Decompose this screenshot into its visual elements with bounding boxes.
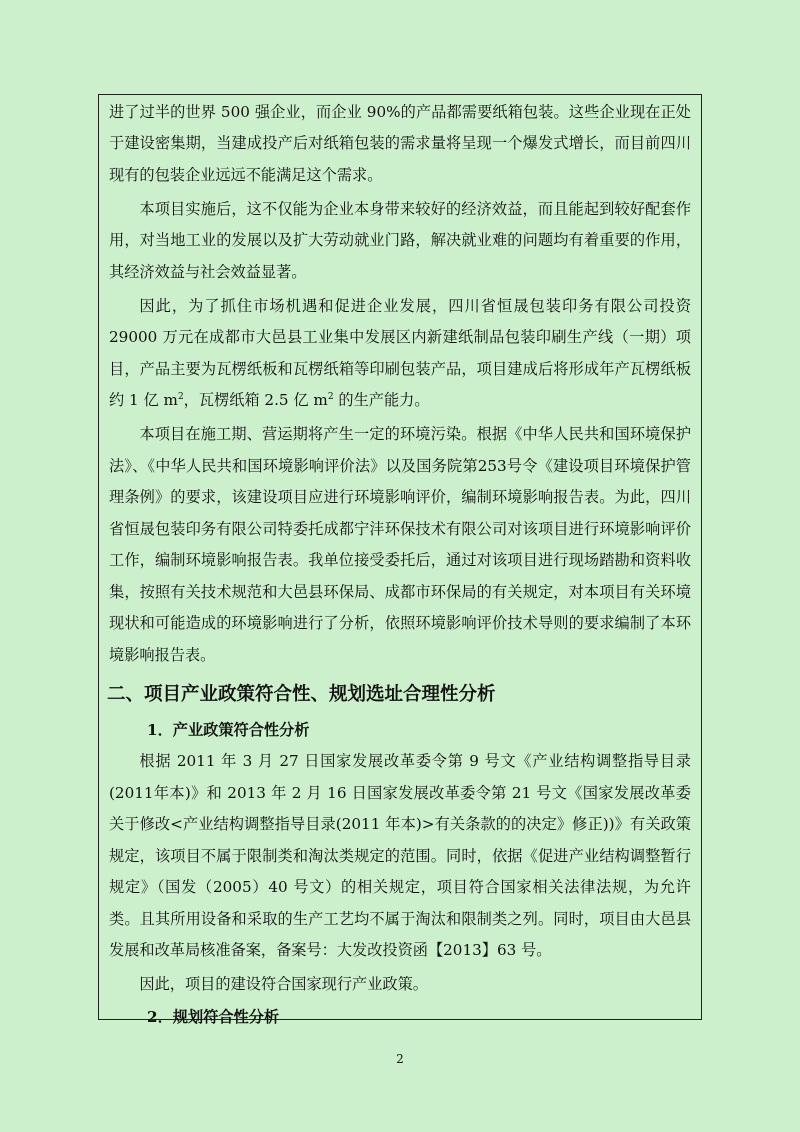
paragraph-3-text-a: 因此，为了抓住市场机遇和促进企业发展，四川省恒晟包装印务有限公司投资 29000 万元在成都市大邑县工业集中发展区内新建纸制品包装印刷生产线（一期）项目，产品主要为瓦楞纸板和瓦楞纸箱等印刷包装产品，项目建成后将形成年产瓦楞纸板约 1 亿 m [109,296,691,409]
subsection-number: 2． [147,1007,173,1026]
page-number: 2 [396,1052,404,1066]
paragraph-3 [109,291,691,417]
superscript-2: 2 [177,392,184,402]
superscript-2: 2 [327,392,334,402]
paragraph-4: 本项目在施工期、营运期将产生一定的环境污染。根据《中华人民共和国环境保护法》、《中华人民共和国环境影响评价法》以及国务院第253号令《建设项目环境保护管理条例》的要求，该建设项目应进行环境影响评价，编制环境影响报告表。为此，四川省恒晟包装印务有限公司特委托成都宁沣环保技术有限公司对该项目进行环境影响评价工作，编制环境影响报告表。我单位接受委托后，通过对该项目进行现场踏勘和资料收集，按照有关技术规范和大邑县环保局、成都市环保局的有关规定，对本项目有关环境现状和可能造成的环境影响进行了分析，依照环境影响评价技术导则的要求编制了本环境影响报告表。 [109,425,691,664]
paragraph-2: 本项目实施后，这不仅能为企业本身带来较好的经济效益，而且能起到较好配套作用，对当地工业的发展以及扩大劳动就业门路，解决就业难的问题均有着重要的作用，其经济效益与社会效益显著。 [109,199,691,281]
subsection-title: 规划符合性分析 [172,1007,280,1026]
paragraph-1: 进了过半的世界 500 强企业，而企业 90%的产品都需要纸箱包装。这些企业现在正处于建设密集期，当建成投产后对纸箱包装的需求量将呈现一个爆发式增长，而目前四川现有的包装企业远远不能满足这个需求。 [109,102,691,184]
subsection-title: 产业政策符合性分析 [172,721,310,739]
subsection-heading-2 [109,1001,691,1033]
subsection-heading-1 [109,714,691,746]
paragraph-6: 因此，项目的建设符合国家现行产业政策。 [139,975,428,993]
paragraph-3-text-c: 的生产能力。 [333,391,430,409]
paragraph-3-text-b: ，瓦楞纸箱 2.5 亿 m [183,391,328,409]
content-frame [98,94,702,1026]
paragraph-5: 根据 2011 年 3 月 27 日国家发展改革委令第 9 号文《产业结构调整指导目录(2011年本)》和 2013 年 2 月 16 日国家发展改革委令第 21 号文《国家发展改革委关于修改<产业结构调整指导目录(2011 年本)>有关条款的的决定》修正))》有关政策规定，该项目不属于限制类和淘汰类规定的范围。同时，依据《促进产业结构调整暂行规定》（国发（2005）40 号文）的相关规定，项目符合国家相关法律法规，为允许类。且其所用设备和采取的生产工艺均不属于淘汰和限制类之列。同时，项目由大邑县发展和改革局核准备案，备案号：大发改投资函【2013】63 号。 [109,752,691,959]
section-heading-2: 二、项目产业政策符合性、规划选址合理性分析 [107,684,496,705]
subsection-number: 1． [147,721,173,739]
